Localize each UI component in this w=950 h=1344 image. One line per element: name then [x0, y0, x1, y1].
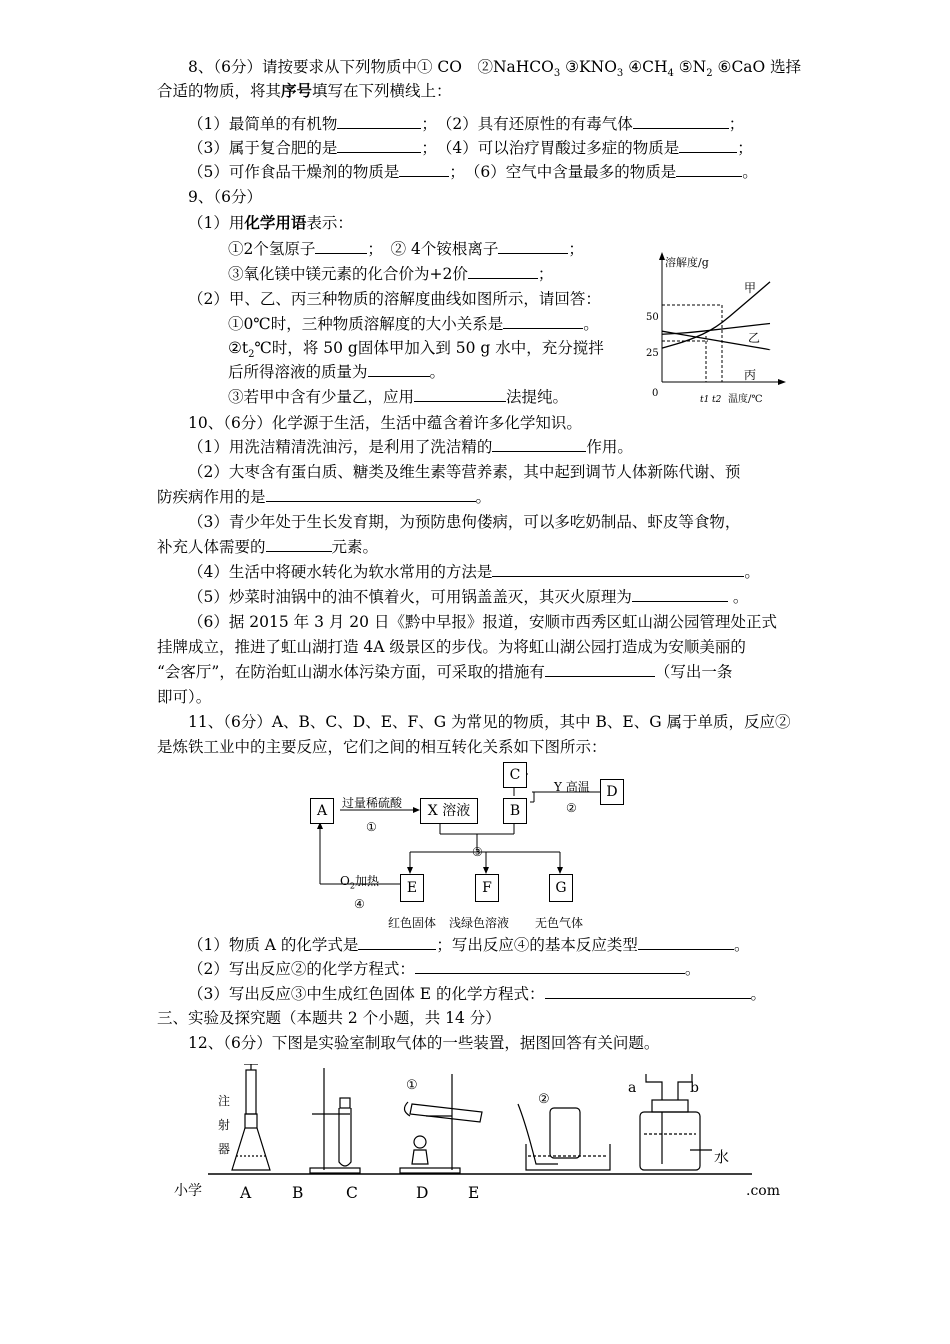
answer-blank[interactable]	[632, 587, 728, 602]
q9-sub-3: ③氧化镁中镁元素的化合价为+2价 ；	[228, 265, 554, 283]
q9-title: 9、（6分）	[188, 188, 262, 206]
answer-blank[interactable]	[638, 935, 734, 950]
answer-blank[interactable]	[492, 562, 744, 577]
q11-stem-2: 是炼铁工业中的主要反应，它们之间的相互转化关系如下图所示：	[157, 738, 607, 756]
answer-blank[interactable]	[498, 239, 568, 254]
tube-a-label: a	[628, 1080, 637, 1096]
water-label: 水	[714, 1148, 730, 1166]
reaction-2-condition: Y 高温	[554, 780, 590, 794]
part-2-label: ②	[538, 1092, 550, 1107]
origin-label: 0	[652, 388, 659, 399]
answer-blank[interactable]	[337, 138, 421, 153]
label-pale-green-solution: 浅绿色溶液	[449, 916, 510, 930]
section-heading: 三、实验及探究题（本题共 2 个小题，共 14 分）	[157, 1009, 501, 1027]
syringe-label-2: 射	[218, 1118, 231, 1132]
answer-blank[interactable]	[676, 162, 742, 177]
apparatus-b	[310, 1068, 360, 1173]
q9-sub-1: ①2个氢原子 ； ② 4个铵根离子 ；	[228, 240, 584, 258]
syringe-label-3: 器	[218, 1142, 231, 1156]
solubility-chart	[640, 248, 790, 408]
answer-blank[interactable]	[399, 162, 449, 177]
answer-blank[interactable]	[633, 114, 729, 129]
y-axis-label: 溶解度/g	[665, 256, 709, 269]
answer-blank[interactable]	[492, 437, 586, 452]
q10-item-6: （6）据 2015 年 3 月 20 日《黔中早报》报道，安顺市西秀区虹山湖公园管理处正式	[188, 613, 777, 631]
node-x-solution: X 溶液	[420, 798, 478, 824]
q9-answer-1: ①0℃时，三种物质溶解度的大小关系是 。	[228, 315, 599, 333]
reaction-1-number: ①	[366, 820, 377, 834]
q10-item-6d: 即可）。	[157, 688, 212, 706]
y-tick-label: 25	[646, 348, 659, 359]
answer-blank[interactable]	[266, 487, 476, 502]
y-tick-label: 50	[646, 312, 659, 323]
q11-title: 11、（6分）A、B、C、D、E、F、G 为常见的物质，其中 B、E、G 属于单质，反应②	[188, 713, 791, 731]
answer-blank[interactable]	[545, 984, 751, 999]
q10-item-2b: 防疾病作用的是 。	[157, 488, 492, 506]
x-axis-arrow	[778, 379, 786, 385]
node-g: G	[549, 874, 573, 902]
answer-blank[interactable]	[358, 935, 436, 950]
series-label: 丙	[744, 368, 757, 382]
q11-question-3: （3）写出反应③中生成红色固体 E 的化学方程式： 。	[188, 985, 767, 1003]
q11-question-2: （2）写出反应②的化学方程式： 。	[188, 960, 701, 978]
footer-right-text: .com	[746, 1183, 780, 1199]
q10-item-2: （2）大枣含有蛋白质、糖类及维生素等营养素，其中起到调节人体新陈代谢、预	[188, 463, 741, 481]
q8-item-1: （1）最简单的有机物 ； （2）具有还原性的有毒气体 ；	[188, 115, 745, 133]
node-f: F	[475, 874, 499, 902]
answer-blank[interactable]	[337, 114, 421, 129]
q9-answer-2b: 后所得溶液的质量为 。	[228, 363, 446, 381]
answer-blank[interactable]	[415, 959, 685, 974]
answer-blank[interactable]	[679, 138, 737, 153]
answer-blank[interactable]	[315, 239, 367, 254]
reaction-1-condition: 过量稀硫酸	[342, 796, 403, 810]
q10-item-1: （1）用洗洁精清洗油污，是利用了洗洁精的 作用。	[188, 438, 633, 456]
q8-stem: 8、（6分）请按要求从下列物质中① CO ②NaHCO$_3$ $③KNO_3$ $④CH_4$ $⑤N_2$ ⑥CaO 选择	[188, 58, 802, 80]
node-a: A	[310, 798, 334, 824]
q10-title: 10、（6分）化学源于生活，生活中蕴含着许多化学知识。	[188, 414, 582, 432]
apparatus-label-d: D	[416, 1184, 429, 1202]
q9-part-2: （2）甲、乙、丙三种物质的溶解度曲线如图所示，请回答：	[188, 290, 601, 308]
series-label: 甲	[744, 281, 757, 295]
label-colorless-gas: 无色气体	[535, 916, 584, 930]
x-tick-label: t2	[712, 395, 722, 405]
apparatus-a	[232, 1064, 270, 1170]
q10-item-5: （5）炒菜时油锅中的油不慎着火，可用锅盖盖灭，其灭火原理为 。	[188, 588, 749, 606]
footer-left-text: 小学	[174, 1183, 202, 1199]
part-1-label: ①	[406, 1078, 418, 1093]
q8-stem-2: 合适的物质，将其序号填写在下列横线上：	[157, 81, 452, 100]
q9-answer-3: ③若甲中含有少量乙，应用 法提纯。	[228, 388, 569, 406]
q10-item-3: （3）青少年处于生长发育期，为预防患佝偻病，可以多吃奶制品、虾皮等食物，	[188, 513, 741, 531]
answer-blank[interactable]	[368, 362, 430, 377]
answer-blank[interactable]	[414, 387, 506, 402]
node-b: B	[503, 798, 527, 824]
x-axis-label: 温度/℃	[728, 394, 763, 405]
tube-b-label: b	[690, 1080, 699, 1096]
reaction-4-number: ④	[354, 897, 365, 911]
apparatus-d	[518, 1104, 610, 1170]
q12-title: 12、（6分）下图是实验室制取气体的一些装置，据图回答有关问题。	[188, 1034, 660, 1052]
answer-blank[interactable]	[266, 537, 332, 552]
q10-item-6c: “会客厅”，在防治虹山湖水体污染方面，可采取的措施有 （写出一条	[157, 663, 733, 681]
q9-part-1: （1）用化学用语表示：	[188, 213, 353, 232]
node-d: D	[600, 779, 624, 805]
q10-item-4: （4）生活中将硬水转化为软水常用的方法是 。	[188, 563, 760, 581]
node-e: E	[400, 874, 424, 902]
reaction-2-number: ②	[566, 801, 577, 815]
x-tick-label: t1	[700, 395, 710, 405]
reaction-4-condition: $O_2$加热	[340, 874, 379, 891]
apparatus-label-b: B	[292, 1184, 304, 1202]
series-label: 乙	[748, 331, 761, 345]
syringe-label-1: 注	[218, 1094, 231, 1108]
node-c: C	[503, 762, 527, 788]
apparatus-diagram	[200, 1064, 760, 1180]
apparatus-label-e: E	[468, 1184, 480, 1202]
answer-blank[interactable]	[545, 662, 655, 677]
label-red-solid: 红色固体	[388, 916, 437, 930]
q10-item-6b: 挂牌成立，推进了虹山湖打造 4A 级景区的步伐。为将虹山湖公园打造成为安顺美丽的	[157, 638, 746, 656]
apparatus-e	[640, 1074, 712, 1170]
reaction-3-number: ③	[472, 845, 483, 859]
q8-item-5: （5）可作食品干燥剂的物质是 ； （6）空气中含量最多的物质是 。	[188, 163, 758, 181]
q11-question-1: （1）物质 A 的化学式是 ；写出反应④的基本反应类型 。	[188, 936, 750, 954]
q9-answer-2: $②t_2℃$时，将 50 g固体甲加入到 50 g 水中，充分搅拌	[228, 339, 604, 361]
answer-blank[interactable]	[503, 314, 583, 329]
q8-item-3: （3）属于复合肥的是 ； （4）可以治疗胃酸过多症的物质是 ；	[188, 139, 753, 157]
apparatus-label-a: A	[240, 1184, 252, 1202]
answer-blank[interactable]	[468, 264, 538, 279]
apparatus-label-c: C	[346, 1184, 358, 1202]
q10-item-3b: 补充人体需要的 元素。	[157, 538, 379, 556]
